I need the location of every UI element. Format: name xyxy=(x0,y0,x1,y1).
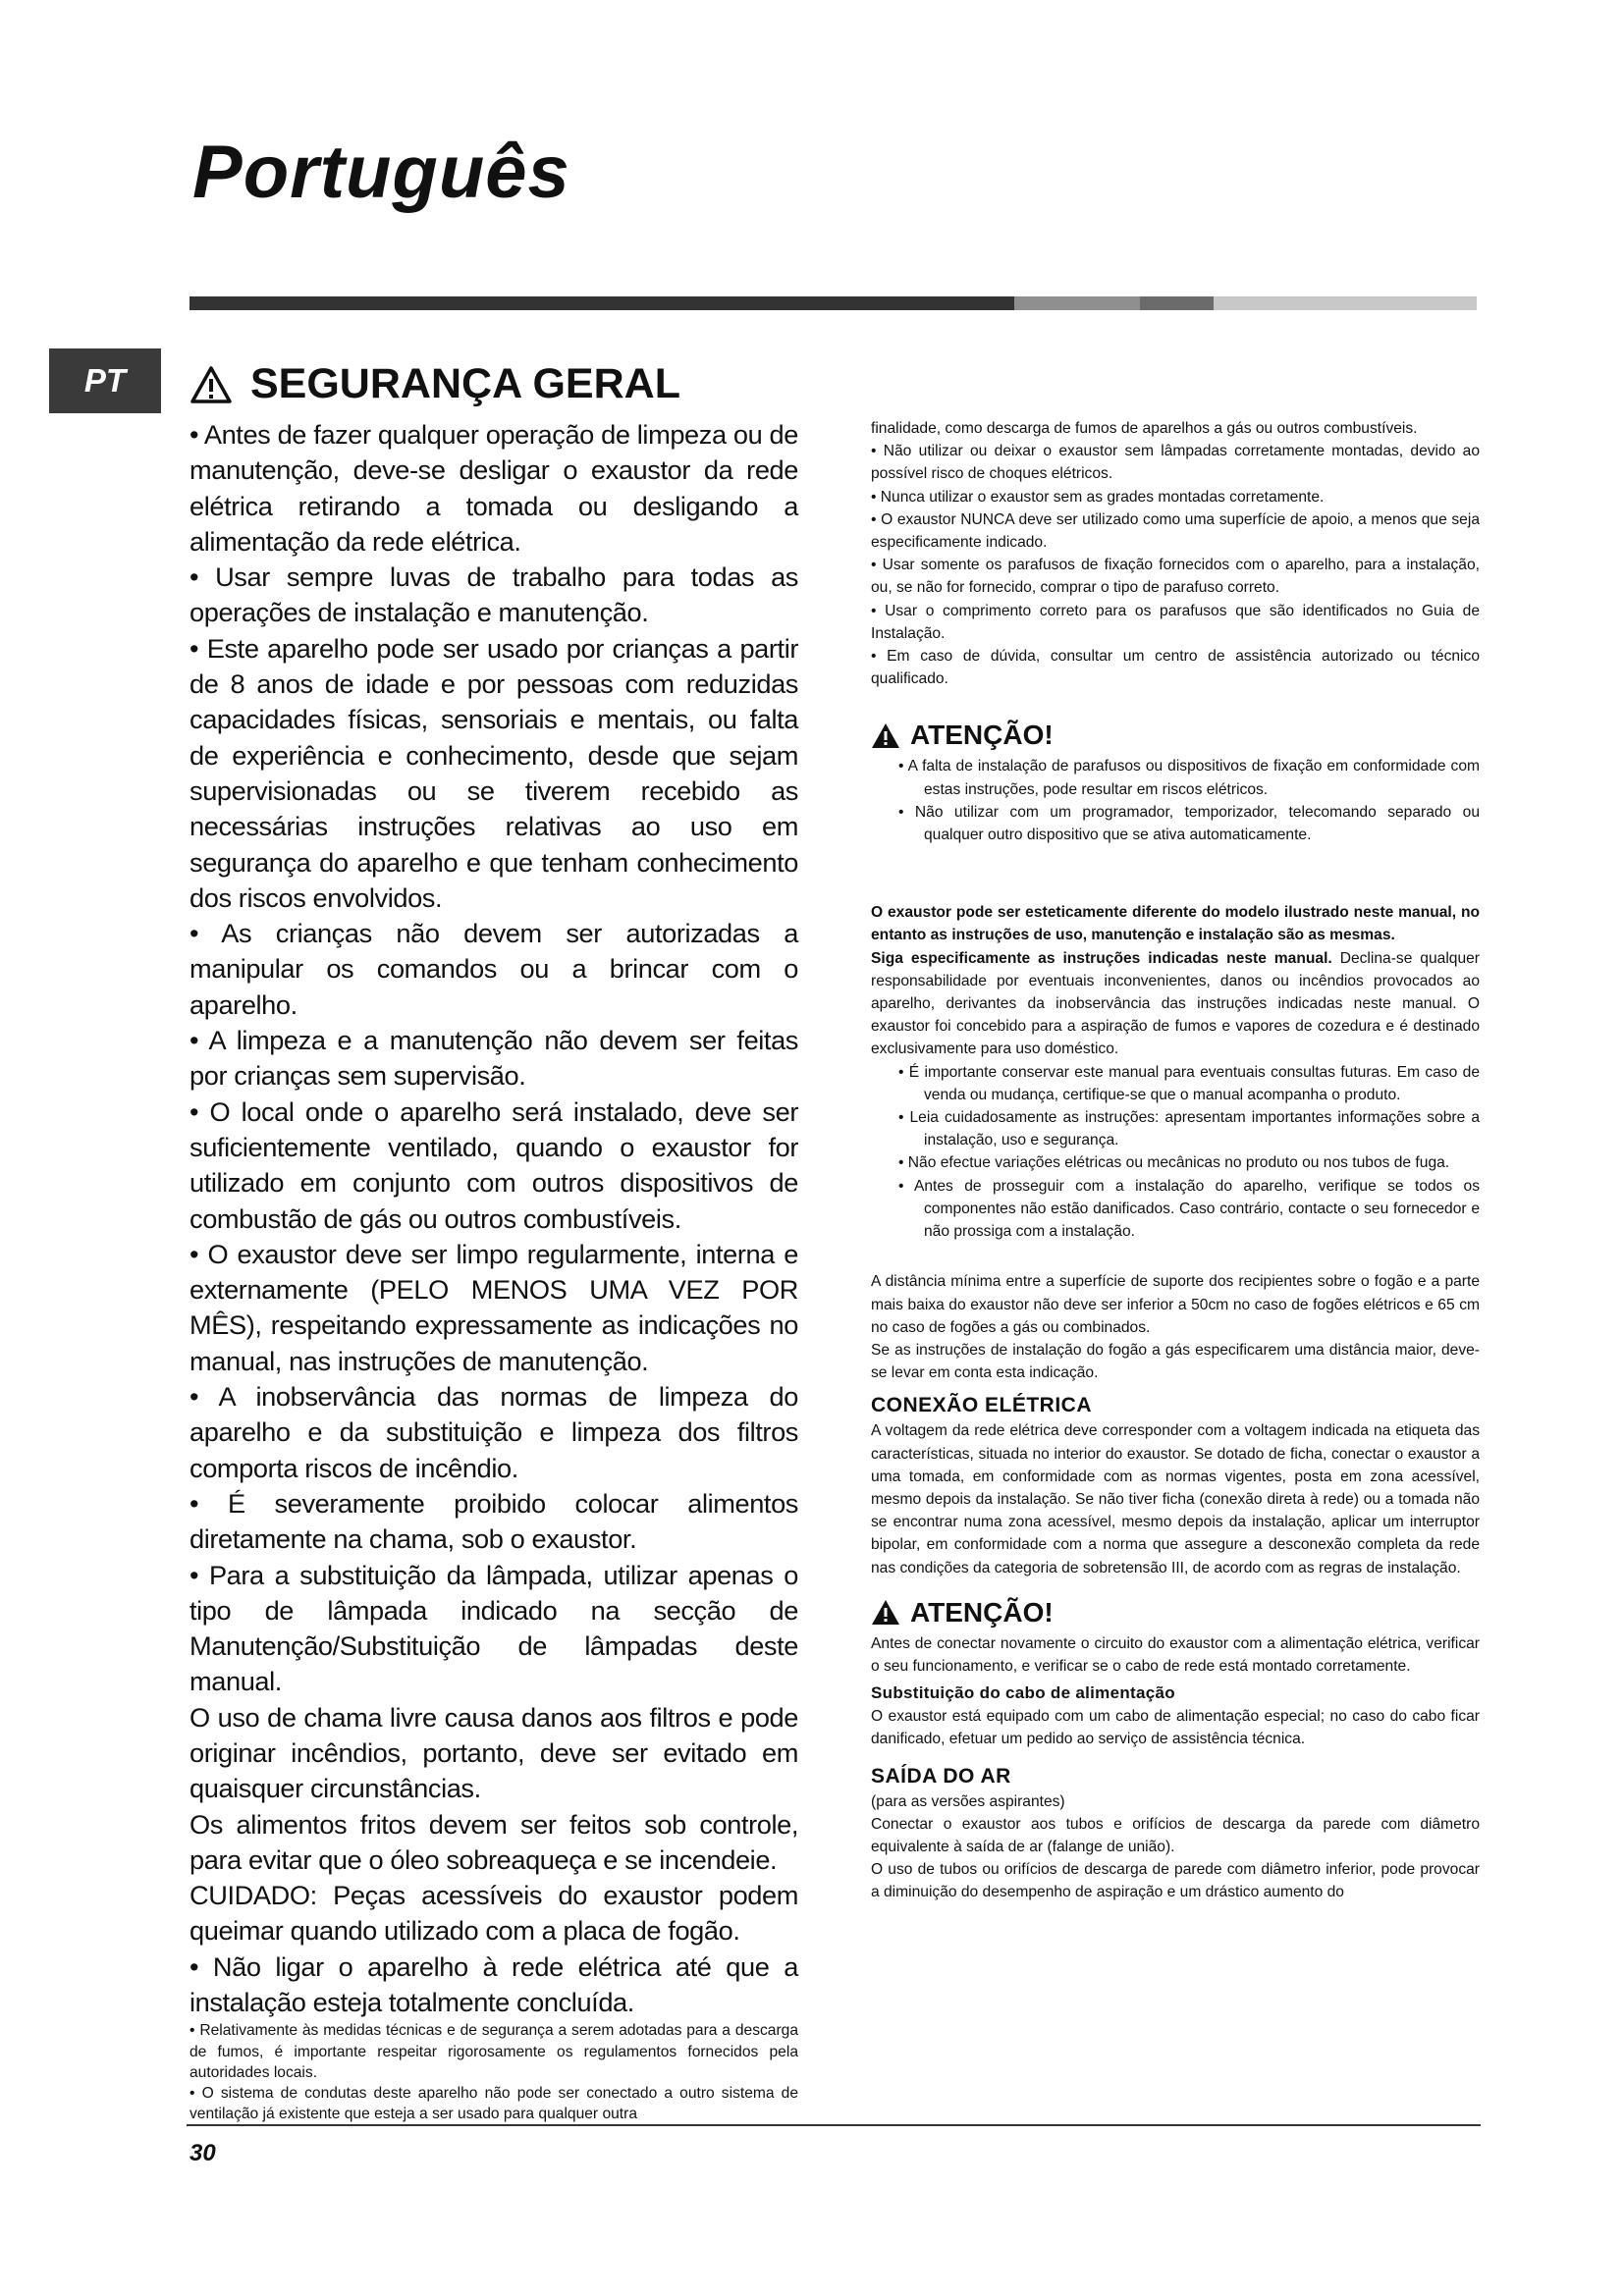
safety-paragraph: • Não ligar o aparelho à rede elétrica até que a instalação esteja totalmente concluída. xyxy=(189,1950,798,2018)
warning-item: • Não utilizar com um programador, temporizador, telecomando separado ou qualquer outro dispositivo que se ativa automaticamente. xyxy=(898,803,1480,844)
safety-item: • Usar somente os parafusos de fixação fornecidos com o aparelho, para a instalação, ou, se não for fornecido, comprar o tipo de parafuso correto. xyxy=(871,557,1480,597)
safety-paragraph: • Usar sempre luvas de trabalho para todas as operações de instalação e manutenção. xyxy=(189,561,798,628)
safety-paragraph: • A limpeza e a manutenção não devem ser feitas por crianças sem supervisão. xyxy=(189,1025,798,1092)
warning-triangle-filled-icon xyxy=(871,722,900,749)
safety-item: • Não utilizar ou deixar o exaustor sem lâmpadas corretamente montadas, devido ao possível risco de choques elétricos. xyxy=(871,443,1480,483)
warning-text: Antes de conectar novamente o circuito do exaustor com a alimentação elétrica, verificar o seu funcionamento, e verificar se o cabo de rede está montado corretamente. xyxy=(871,1634,1480,1675)
page-number: 30 xyxy=(189,2140,216,2166)
header-rule-mid2 xyxy=(1140,296,1214,310)
power-cable-heading: Substituição do cabo de alimentação xyxy=(871,1683,1175,1703)
warning-heading-text: ATENÇÃO! xyxy=(910,720,1054,751)
electrical-connection-text: A voltagem da rede elétrica deve corresponder com a voltagem indicada na etiqueta das características, situada no interior do exaustor. Se dotado de ficha, conectar o exaustor a uma tomada, em conformidade com as normas vigentes, posta em zona acessível, mesmo depois da instalação. Se não tiver ficha (conexão direta à rede) ou a tomada não se encontrar numa zona acessível, mesmo depois da instalação, aplicar um interruptor bipolar, em conformidade com a norma que assegure a desconexão completa da rede nas condições da categoria de sobretensão III, de acordo com as regras de instalação. xyxy=(871,1422,1480,1576)
general-safety-heading-text: SEGURANÇA GERAL xyxy=(250,360,680,407)
right-column xyxy=(871,417,1480,1904)
safety-paragraph: • As crianças não devem ser autorizadas a manipular os comandos ou a brincar com o aparelho. xyxy=(189,918,798,1020)
header-rule-dark xyxy=(189,296,1014,310)
safety-paragraph: • O exaustor deve ser limpo regularmente, interna e externamente (PELO MENOS UMA VEZ POR MÊS), respeitando expressamente as indicações no manual, nas instruções de manutenção. xyxy=(189,1238,798,1376)
air-outlet-subtitle: (para as versões aspirantes) xyxy=(871,1792,1065,1810)
safety-paragraph: • A inobservância das normas de limpeza do aparelho e da substituição e limpeza dos filtros comporta riscos de incêndio. xyxy=(189,1381,798,1483)
distance-paragraph: Se as instruções de instalação do fogão a gás especificarem uma distância maior, deve-se levar em conta esta indicação. xyxy=(871,1341,1480,1382)
model-notice: O exaustor pode ser esteticamente diferente do modelo ilustrado neste manual, no entanto as instruções de uso, manutenção e instalação são as mesmas. xyxy=(871,904,1480,944)
general-safety-heading xyxy=(189,360,798,407)
safety-paragraph: • Este aparelho pode ser usado por crianças a partir de 8 anos de idade e por pessoas com reduzidas capacidades físicas, sensoriais e mentais, ou falta de experiência e conhecimento, desde que sejam supervisionadas ou se tiverem recebido as necessárias instruções relativas ao uso em segurança do aparelho e que tenham conhecimento dos riscos envolvidos. xyxy=(189,632,798,913)
safety-paragraph: • Para a substituição da lâmpada, utilizar apenas o tipo de lâmpada indicado na secção de Manutenção/Substituição de lâmpadas deste manual. xyxy=(189,1559,798,1697)
left-column xyxy=(189,360,798,2124)
safety-small-paragraph: • O sistema de condutas deste aparelho não pode ser conectado a outro sistema de ventilação já existente que esteja a ser usado para qualquer outra xyxy=(189,2084,798,2123)
warning-heading xyxy=(871,720,1480,751)
safety-item: • Usar o comprimento correto para os parafusos que são identificados no Guia de Instalação. xyxy=(871,602,1480,642)
language-badge: PT xyxy=(49,348,161,413)
safety-paragraph: CUIDADO: Peças acessíveis do exaustor podem queimar quando utilizado com a placa de fogão. xyxy=(189,1880,798,1947)
safety-item: • Em caso de dúvida, consultar um centro de assistência autorizado ou técnico qualificado. xyxy=(871,648,1480,688)
safety-item: • Nunca utilizar o exaustor sem as grades montadas corretamente. xyxy=(871,488,1325,506)
manual-notice-text: Declina-se qualquer responsabilidade por eventuais inconvenientes, danos ou incêndios provocados ao aparelho, derivantes da inobservância das instruções indicadas neste manual. O exaustor foi concebido para a aspiração de fumos e vapores de cozedura e é destinado exclusivamente para uso doméstico. xyxy=(871,949,1480,1058)
warning-triangle-filled-icon xyxy=(871,1599,900,1626)
air-outlet-text: Conectar o exaustor aos tubos e orifícios de descarga da parede com diâmetro equivalente à saída de ar (falange de união). xyxy=(871,1815,1480,1855)
safety-item: • O exaustor NUNCA deve ser utilizado como uma superfície de apoio, a menos que seja especificamente indicado. xyxy=(871,510,1480,552)
warning-item: • A falta de instalação de parafusos ou dispositivos de fixação em conformidade com estas instruções, pode resultar em riscos elétricos. xyxy=(898,758,1480,798)
warning-heading xyxy=(871,1597,1480,1629)
safety-paragraph: • Antes de fazer qualquer operação de limpeza ou de manutenção, deve-se desligar o exaustor da rede elétrica retirando a tomada ou desligando a alimentação da rede elétrica. xyxy=(189,419,798,557)
safety-paragraph: • É severamente proibido colocar alimentos diretamente na chama, sob o exaustor. xyxy=(189,1487,798,1555)
distance-paragraph: A distância mínima entre a superfície de suporte dos recipientes sobre o fogão e a parte mais baixa do exaustor não deve ser inferior a 50cm no caso de fogões elétricos e 65 cm no caso de fogões a gás ou combinados. xyxy=(871,1273,1480,1336)
safety-small-paragraph: • Relativamente às medidas técnicas e de segurança a serem adotadas para a descarga de fumos, é importante respeitar rigorosamente os regulamentos fornecidos pela autoridades locais. xyxy=(189,2022,798,2081)
safety-item: finalidade, como descarga de fumos de aparelhos a gás ou outros combustíveis. xyxy=(871,420,1418,437)
air-outlet-heading: SAÍDA DO AR xyxy=(871,1764,1011,1788)
warning-heading-text: ATENÇÃO! xyxy=(910,1596,1054,1628)
air-outlet-text: O uso de tubos ou orifícios de descarga de parede com diâmetro inferior, pode provocar a diminuição do desempenho de aspiração e um drástico aumento do xyxy=(871,1861,1480,1901)
safety-paragraph: • O local onde o aparelho será instalado, deve ser suficientemente ventilado, quando o exaustor for utilizado em conjunto com outros dispositivos de combustão de gás ou outros combustíveis. xyxy=(189,1095,798,1234)
header-rule-light xyxy=(1214,296,1477,310)
warning-triangle-outline-icon xyxy=(189,365,233,404)
notice-item: • Antes de prosseguir com a instalação do aparelho, verifique se todos os componentes não estão danificados. Caso contrário, contacte o seu fornecedor e não prossiga com a instalação. xyxy=(898,1177,1480,1241)
notice-item: • Leia cuidadosamente as instruções: apresentam importantes informações sobre a instalação, uso e segurança. xyxy=(898,1109,1480,1149)
electrical-connection-heading: CONEXÃO ELÉTRICA xyxy=(871,1394,1093,1417)
page-title: Português xyxy=(192,131,570,214)
safety-paragraph: O uso de chama livre causa danos aos filtros e pode originar incêndios, portanto, deve ser evitado em quaisquer circunstâncias. xyxy=(189,1701,798,1804)
power-cable-text: O exaustor está equipado com um cabo de alimentação especial; no caso do cabo ficar danificado, efetuar um pedido ao serviço de assistência técnica. xyxy=(871,1708,1480,1748)
footer-rule xyxy=(187,2124,1481,2126)
manual-notice-bold: Siga especificamente as instruções indicadas neste manual. xyxy=(871,949,1332,967)
manual-notice xyxy=(871,947,1480,1061)
notice-item: • Não efectue variações elétricas ou mecânicas no produto ou nos tubos de fuga. xyxy=(898,1154,1450,1172)
safety-paragraph: Os alimentos fritos devem ser feitos sob controle, para evitar que o óleo sobreaqueça e se incendeie. xyxy=(189,1808,798,1875)
notice-item: • É importante conservar este manual para eventuais consultas futuras. Em caso de venda ou mudança, certifique-se que o manual acompanha o produto. xyxy=(898,1063,1480,1103)
header-rule-mid xyxy=(1014,296,1140,310)
